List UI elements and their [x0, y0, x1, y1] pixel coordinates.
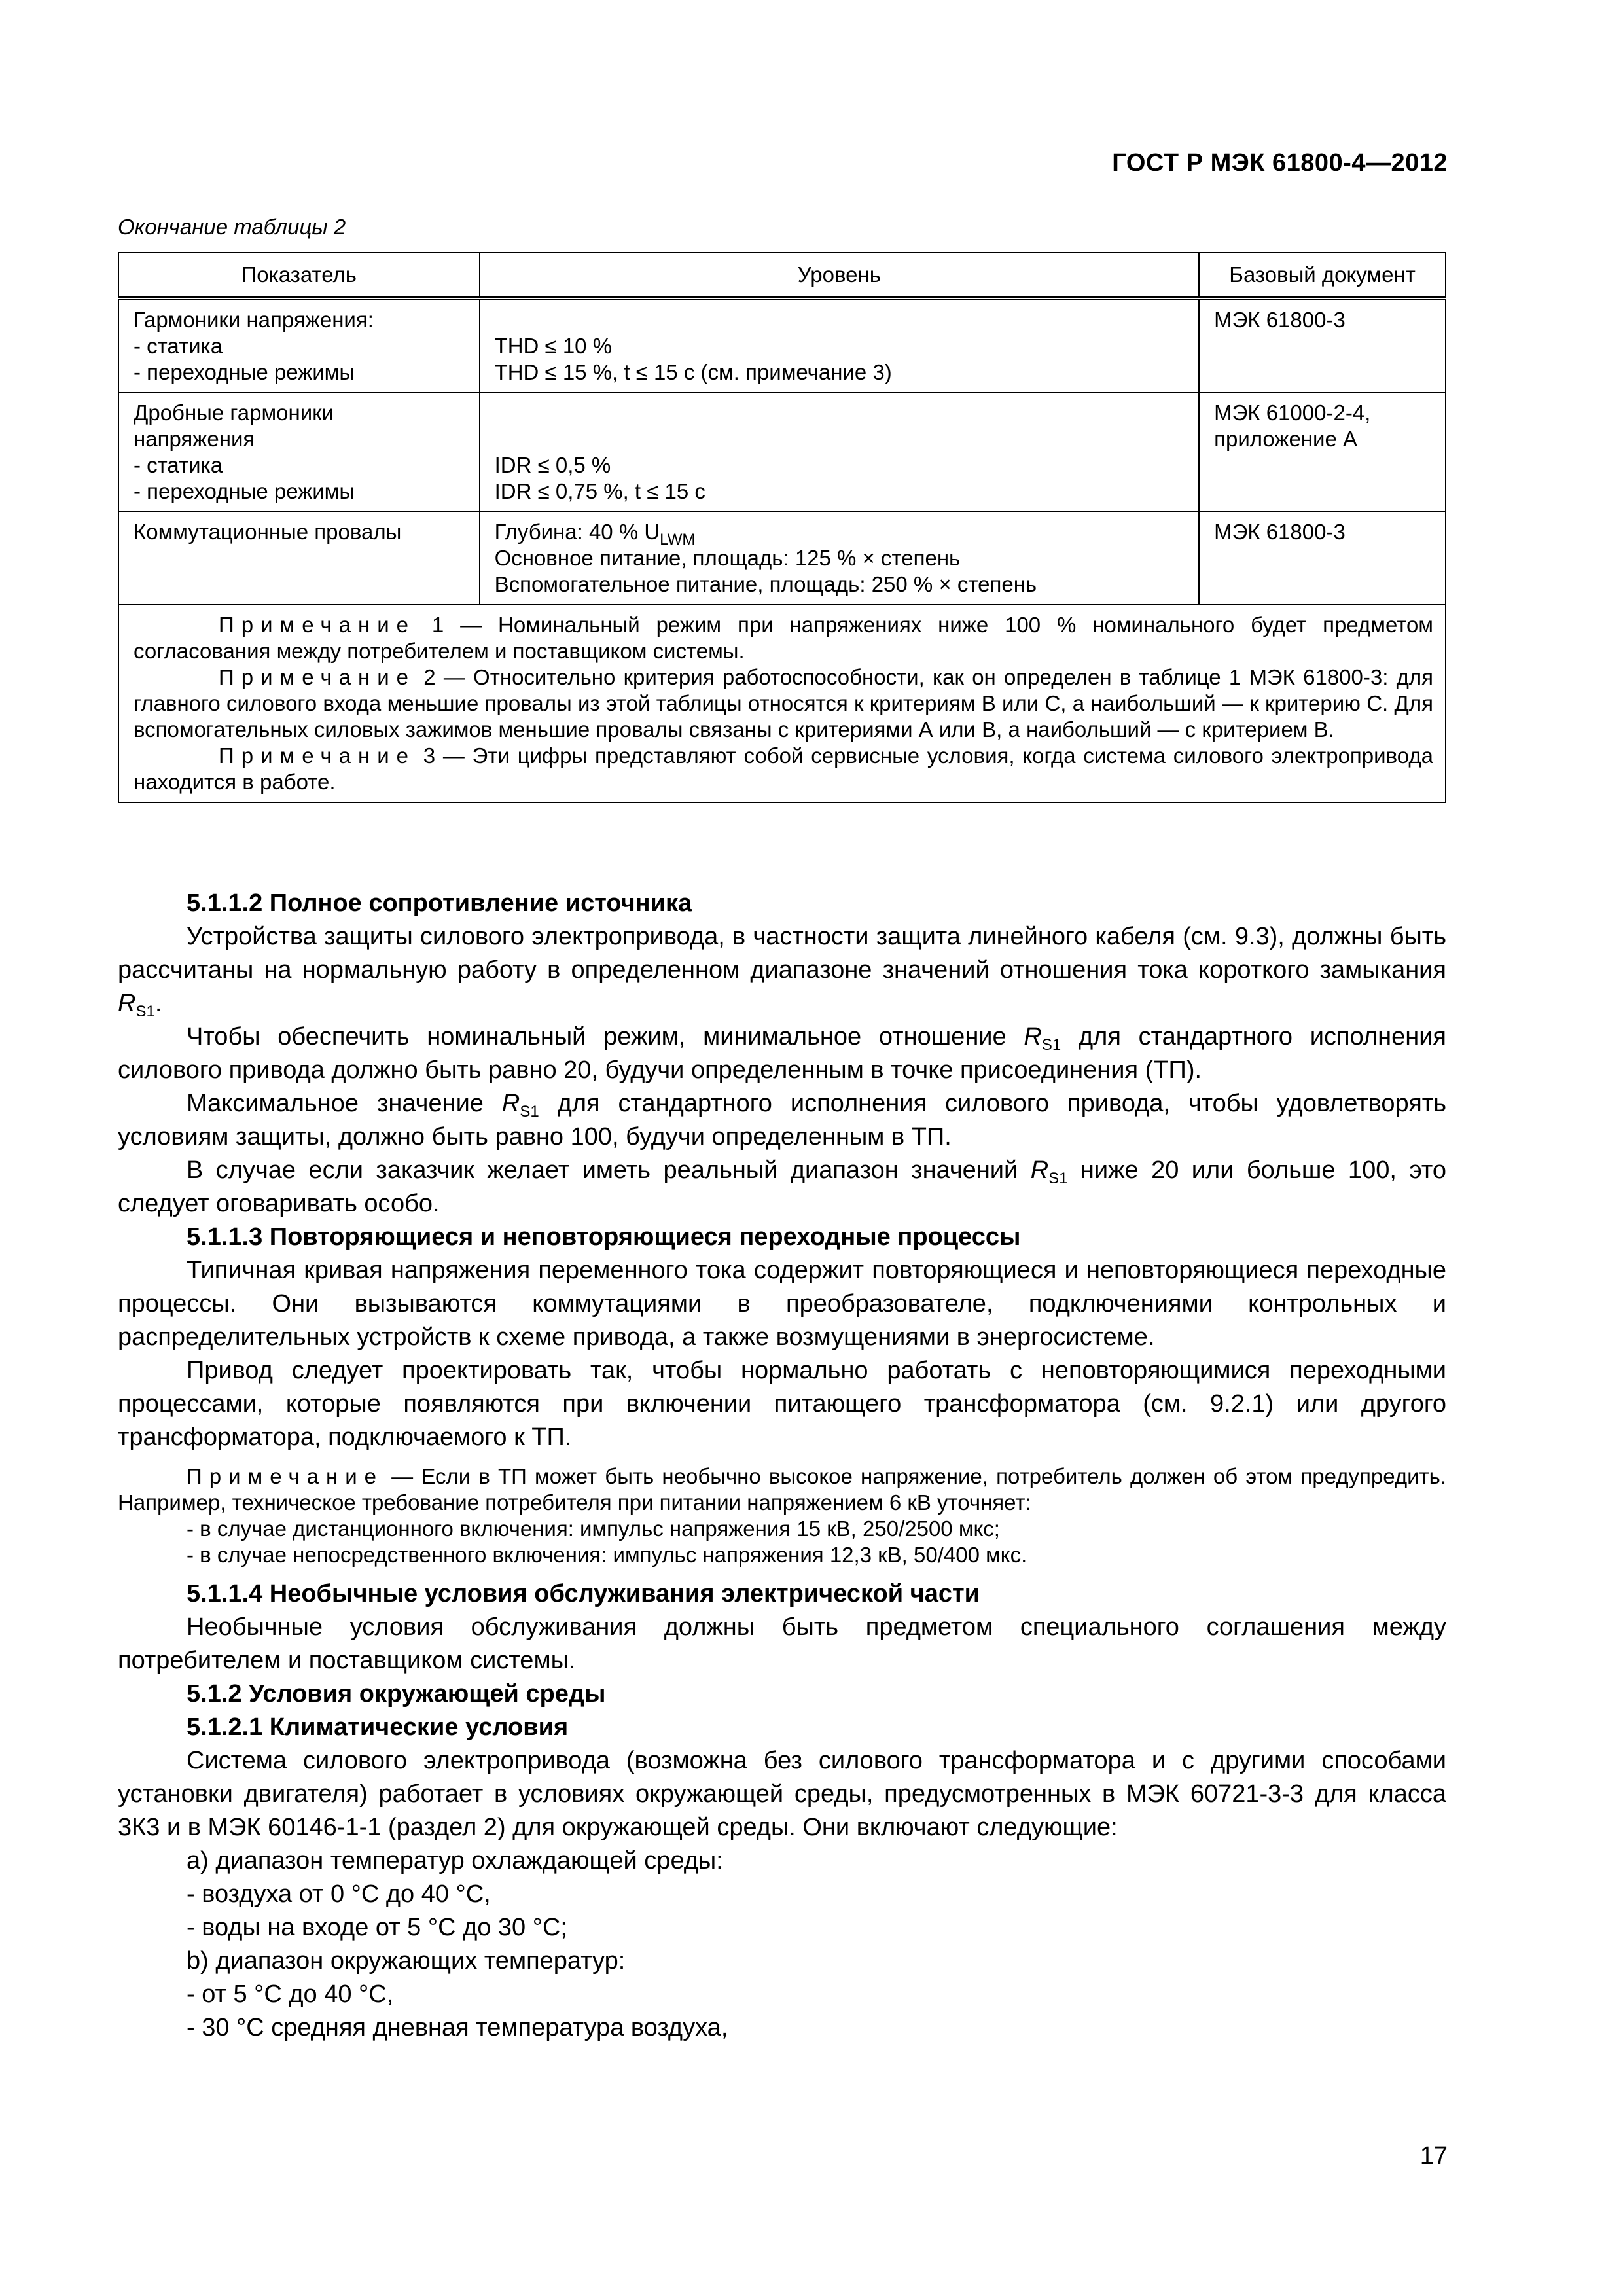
paragraph-text: В случае если заказчик желает иметь реальный диапазон значений	[187, 1157, 1031, 1184]
paragraph-text: Чтобы обеспечить номинальный режим, минимальное отношение	[187, 1023, 1024, 1050]
cell-document	[1199, 512, 1446, 605]
cell-line: Вспомогательное питание, площадь: 250 % × степень	[494, 572, 1037, 596]
note-list-item: - в случае непосредственного включения: импульс напряжения 12,3 кВ, 50/400 мкс.	[187, 1543, 1027, 1567]
cell-line: напряжения	[134, 427, 255, 451]
subscript: S1	[1041, 1036, 1061, 1054]
symbol: R	[1030, 1157, 1049, 1184]
heading-5-1-1-2: 5.1.1.2 Полное сопротивление источника	[187, 889, 692, 917]
cell-indicator	[118, 512, 480, 605]
cell-level	[480, 512, 1200, 605]
paragraph: Система силового электропривода (возможна без силового трансформатора и с другими способами установки двигателя) работает в условиях окружающей среды, предусмотренных в МЭК 60721-3-3 для класса 3К3 и в МЭК 60146-1-1 (раздел 2) для окружающей среды. Они включают следующие:	[118, 1747, 1446, 1841]
page-number: 17	[1419, 2142, 1448, 2170]
paragraph-text: для стандартного исполнения силового привода должно быть равно 20, будучи определенным в точке присоединения (ТП).	[118, 1023, 1446, 1084]
symbol: R	[118, 990, 136, 1017]
paragraph-text: .	[154, 990, 162, 1017]
cell-indicator	[118, 298, 480, 393]
table-note-3	[134, 743, 1433, 795]
paragraph-text: ниже 20 или больше 100, это следует оговаривать особо.	[118, 1157, 1446, 1217]
cell-level	[480, 393, 1200, 512]
column-header-document: Базовый документ	[1199, 253, 1446, 298]
spec-table	[118, 252, 1446, 803]
table-note-1	[134, 612, 1433, 664]
cell-line	[494, 519, 1187, 548]
cell-document	[1199, 298, 1446, 393]
cell-line: МЭК 61800-3	[1214, 308, 1346, 332]
cell-line: - статика	[134, 453, 223, 477]
cell-document	[1199, 393, 1446, 512]
cell-line: МЭК 61000-2-4,	[1214, 401, 1371, 425]
column-header-level: Уровень	[480, 253, 1200, 298]
cell-line: Дробные гармоники	[134, 401, 334, 425]
table-header-row	[118, 253, 1446, 298]
cell-line: THD ≤ 15 %, t ≤ 15 с (см. примечание 3)	[494, 360, 892, 384]
cell-line: Гармоники напряжения:	[134, 308, 374, 332]
note-text: — Если в ТП может быть необычно высокое напряжение, потребитель должен об этом предупредить. Например, техническое требование потребителя при питании напряжением 6 кВ уточняет:	[118, 1464, 1446, 1515]
list-item: a) диапазон температур охлаждающей среды:	[187, 1847, 723, 1874]
cell-line: Основное питание, площадь: 125 % × степень	[494, 546, 961, 570]
column-header-indicator: Показатель	[118, 253, 480, 298]
heading-5-1-2-1: 5.1.2.1 Климатические условия	[187, 1713, 569, 1741]
list-item: - 30 °С средняя дневная температура воздуха,	[187, 2014, 728, 2041]
table-notes	[118, 605, 1446, 802]
heading-5-1-1-3: 5.1.1.3 Повторяющиеся и неповторяющиеся переходные процессы	[187, 1223, 1021, 1251]
heading-5-1-1-4: 5.1.1.4 Необычные условия обслуживания электрической части	[187, 1580, 980, 1607]
table-note-2	[134, 664, 1433, 743]
list-item: - воздуха от 0 °С до 40 °С,	[187, 1880, 491, 1908]
table-caption: Окончание таблицы 2	[118, 215, 346, 239]
paragraph: Типичная кривая напряжения переменного тока содержит повторяющиеся и неповторяющиеся переходные процессы. Они вызываются коммутациями в преобразователе, подключениями контрольных и распределительных устройств к схеме привода, а также возмущениями в энергосистеме.	[118, 1257, 1446, 1351]
cell-line: IDR ≤ 0,5 %	[494, 453, 611, 477]
paragraph-text: для стандартного исполнения силового привода, чтобы удовлетворять условиям защиты, должно быть равно 100, будучи определенным в ТП.	[118, 1090, 1446, 1151]
paragraph-text: Устройства защиты силового электропривода, в частности защита линейного кабеля (см. 9.3), должны быть рассчитаны на нормальную работу в определенном диапазоне значений отношения тока короткого замыкания	[118, 923, 1446, 984]
heading-5-1-2: 5.1.2 Условия окружающей среды	[187, 1680, 606, 1708]
depth-text: Глубина: 40 % U	[494, 520, 660, 544]
note-label: Примечание	[219, 665, 416, 689]
table-row	[118, 393, 1446, 512]
paragraph	[118, 1020, 1446, 1087]
note-paragraph	[118, 1463, 1446, 1516]
table-row	[118, 512, 1446, 605]
subscript: S1	[135, 1003, 155, 1020]
paragraph	[118, 1087, 1446, 1154]
paragraph: Необычные условия обслуживания должны быть предметом специального соглашения между потребителем и поставщиком системы.	[118, 1613, 1446, 1674]
subscript: S1	[1048, 1170, 1068, 1187]
paragraph	[118, 920, 1446, 1020]
cell-line: - переходные режимы	[134, 360, 355, 384]
symbol: R	[1024, 1023, 1042, 1050]
note-label: Примечание	[219, 744, 416, 768]
list-item: - от 5 °С до 40 °С,	[187, 1981, 394, 2008]
note-text: 3 — Эти цифры представляют собой сервисные условия, когда система силового электропривода находится в работе.	[134, 744, 1433, 794]
symbol: R	[501, 1090, 520, 1117]
note-text: 1 — Номинальный режим при напряжениях ниже 100 % номинального будет предметом согласования между потребителем и поставщиком системы.	[134, 613, 1433, 663]
cell-indicator	[118, 393, 480, 512]
cell-line: IDR ≤ 0,75 %, t ≤ 15 с	[494, 479, 705, 503]
list-item: b) диапазон окружающих температур:	[187, 1947, 626, 1975]
cell-line: - статика	[134, 334, 223, 358]
table-notes-row	[118, 605, 1446, 802]
paragraph	[118, 1154, 1446, 1221]
cell-line: приложение А	[1214, 427, 1357, 451]
document-body	[118, 887, 1446, 2045]
note-label: Примечание	[219, 613, 416, 637]
note-text: 2 — Относительно критерия работоспособности, как он определен в таблице 1 МЭК 61800-3: для главного силового входа меньшие провалы из этой таблицы относятся к критериям В или С, а наибольший — к критерию С. Для вспомогательных силовых зажимов меньшие провалы связаны с критериями А или В, а наибольший — с критерием В.	[134, 665, 1433, 742]
table-row	[118, 298, 1446, 393]
paragraph: Привод следует проектировать так, чтобы нормально работать с неповторяющимися переходными процессами, которые появляются при включении питающего трансформатора (см. 9.2.1) или другого трансформатора, подключаемого к ТП.	[118, 1357, 1446, 1451]
list-item: - воды на входе от 5 °С до 30 °С;	[187, 1914, 567, 1941]
note-list-item: - в случае дистанционного включения: импульс напряжения 15 кВ, 250/2500 мкс;	[187, 1516, 1000, 1541]
cell-level	[480, 298, 1200, 393]
standard-designation: ГОСТ Р МЭК 61800-4—2012	[1112, 149, 1448, 177]
cell-line: МЭК 61800-3	[1214, 520, 1346, 544]
subscript: LWM	[660, 531, 696, 548]
subscript: S1	[520, 1103, 539, 1121]
cell-line: Коммутационные провалы	[134, 520, 402, 544]
cell-line: - переходные режимы	[134, 479, 355, 503]
paragraph-text: Максимальное значение	[187, 1090, 502, 1117]
cell-line: THD ≤ 10 %	[494, 334, 613, 358]
body-note	[118, 1463, 1446, 1568]
note-label: Примечание	[187, 1464, 384, 1488]
